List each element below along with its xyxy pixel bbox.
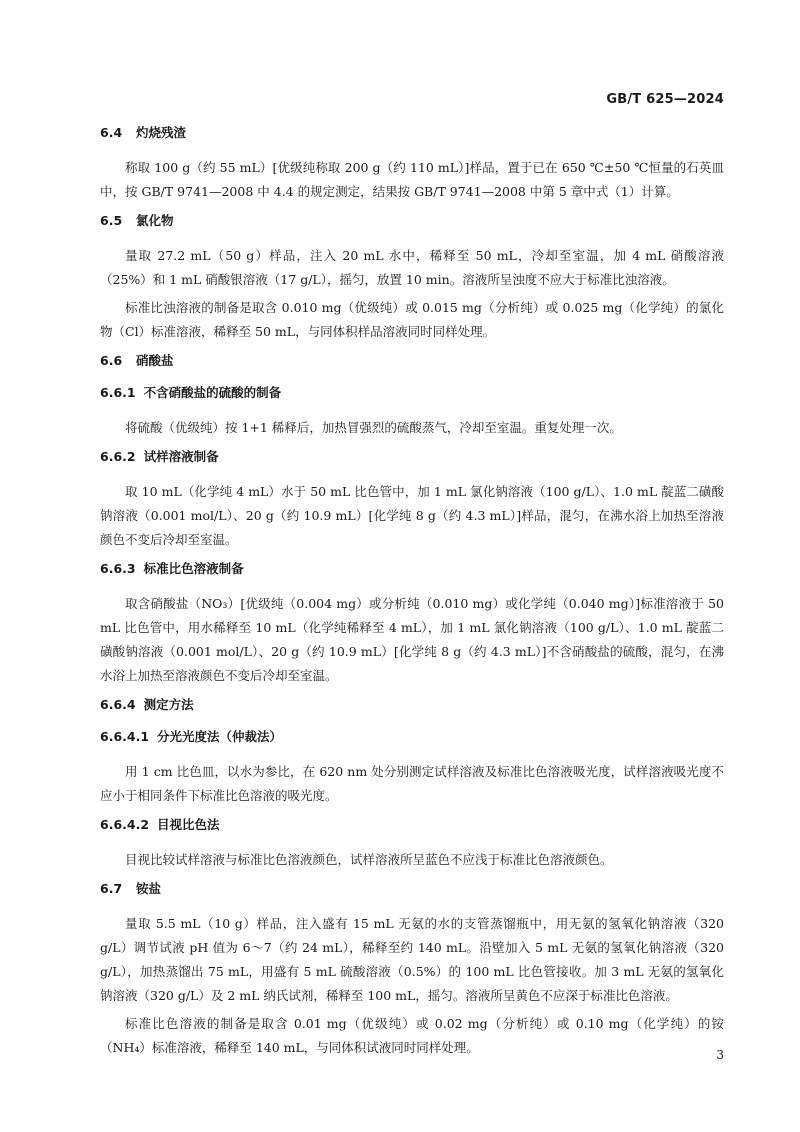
section-number: 6.6 bbox=[100, 353, 123, 368]
section-title: 灼烧残渣 bbox=[136, 125, 187, 140]
section-heading bbox=[100, 880, 724, 898]
document-id: GB/T 625—2024 bbox=[606, 92, 724, 107]
section-heading bbox=[100, 448, 724, 466]
section-heading bbox=[100, 384, 724, 402]
paragraph: 目视比较试样溶液与标准比色溶液颜色，试样溶液所呈蓝色不应浅于标准比色溶液颜色。 bbox=[125, 852, 613, 867]
section-heading bbox=[100, 816, 724, 834]
paragraph: 标准比色溶液的制备是取含 0.01 mg（优级纯）或 0.02 mg（分析纯）或 0.10 mg（化学纯）的铵（NH₄）标准溶液，稀释至 140 mL，与同体积试液同时同样处理。 bbox=[100, 1016, 724, 1055]
section-heading bbox=[100, 124, 724, 142]
document-body bbox=[100, 124, 724, 1068]
section-title: 硝酸盐 bbox=[136, 353, 174, 368]
section-title: 目视比色法 bbox=[157, 817, 220, 832]
paragraph: 标准比浊溶液的制备是取含 0.010 mg（优级纯）或 0.015 mg（分析纯）或 0.025 mg（化学纯）的氯化物（Cl）标准溶液，稀释至 50 mL，与同体积样品溶液同时同样处理。 bbox=[100, 300, 724, 339]
section-number: 6.5 bbox=[100, 213, 123, 228]
section-title: 铵盐 bbox=[136, 881, 162, 896]
paragraph: 将硫酸（优级纯）按 1+1 稀释后，加热冒强烈的硫酸蒸气，冷却至室温。重复处理一次。 bbox=[125, 420, 622, 435]
section-heading bbox=[100, 696, 724, 714]
page-number: 3 bbox=[716, 1048, 724, 1062]
section-number: 6.6.4.2 bbox=[100, 817, 150, 832]
section-heading bbox=[100, 560, 724, 578]
section-number: 6.6.4.1 bbox=[100, 729, 150, 744]
paragraph: 用 1 cm 比色皿，以水为参比，在 620 nm 处分别测定试样溶液及标准比色溶液吸光度，试样溶液吸光度不应小于相同条件下标准比色溶液的吸光度。 bbox=[100, 764, 724, 803]
section-number: 6.6.1 bbox=[100, 385, 136, 400]
section-title: 试样溶液制备 bbox=[143, 449, 219, 464]
section-heading bbox=[100, 212, 724, 230]
section-number: 6.6.4 bbox=[100, 697, 136, 712]
section-title: 分光光度法（仲裁法） bbox=[157, 729, 283, 744]
section-title: 氯化物 bbox=[136, 213, 174, 228]
section-number: 6.6.2 bbox=[100, 449, 136, 464]
paragraph: 称取 100 g（约 55 mL）[优级纯称取 200 g（约 110 mL）]样品，置于已在 650 ℃±50 ℃恒量的石英皿中，按 GB/T 9741—2008 中 4.4 的规定测定，结果按 GB/T 9741—2008 中第 5 章中式（1）计算。 bbox=[100, 160, 724, 199]
section-number: 6.7 bbox=[100, 881, 123, 896]
paragraph: 取含硝酸盐（NO₃）[优级纯（0.004 mg）或分析纯（0.010 mg）或化学纯（0.040 mg）]标准溶液于 50 mL 比色管中，用水稀释至 10 mL（化学纯稀释至 4 mL），加 1 mL 氯化钠溶液（100 g/L）、1.0 mL 靛蓝二磺酸钠溶液（0.001 mol/L）、20 g（约 10.9 mL）[化学纯 8 g（约 4.3 mL）]不含硝酸盐的硫酸，混匀，在沸水浴上加热至溶液颜色不变后冷却至室温。 bbox=[100, 596, 724, 683]
section-heading bbox=[100, 728, 724, 746]
section-heading bbox=[100, 352, 724, 370]
section-title: 标准比色溶液制备 bbox=[143, 561, 244, 576]
section-title: 测定方法 bbox=[143, 697, 194, 712]
section-number: 6.6.3 bbox=[100, 561, 136, 576]
section-number: 6.4 bbox=[100, 125, 123, 140]
paragraph: 取 10 mL（化学纯 4 mL）水于 50 mL 比色管中，加 1 mL 氯化钠溶液（100 g/L）、1.0 mL 靛蓝二磺酸钠溶液（0.001 mol/L）、20 g（约 10.9 mL）[化学纯 8 g（约 4.3 mL）]样品，混匀，在沸水浴上加热至溶液颜色不变后冷却至室温。 bbox=[100, 484, 724, 547]
paragraph: 量取 5.5 mL（10 g）样品，注入盛有 15 mL 无氨的水的支管蒸馏瓶中，用无氨的氢氧化钠溶液（320 g/L）调节试液 pH 值为 6～7（约 24 mL），稀释至约 140 mL。沿壁加入 5 mL 无氨的氢氧化钠溶液（320 g/L），加热蒸馏出 75 mL，用盛有 5 mL 硫酸溶液（0.5%）的 100 mL 比色管接收。加 3 mL 无氨的氢氧化钠溶液（320 g/L）及 2 mL 纳氏试剂，稀释至 100 mL，摇匀。溶液所呈黄色不应深于标准比色溶液。 bbox=[100, 916, 724, 1003]
paragraph: 量取 27.2 mL（50 g）样品，注入 20 mL 水中，稀释至 50 mL，冷却至室温，加 4 mL 硝酸溶液（25%）和 1 mL 硝酸银溶液（17 g/L），摇匀，放置 10 min。溶液所呈浊度不应大于标准比浊溶液。 bbox=[100, 248, 724, 287]
section-title: 不含硝酸盐的硫酸的制备 bbox=[143, 385, 282, 400]
